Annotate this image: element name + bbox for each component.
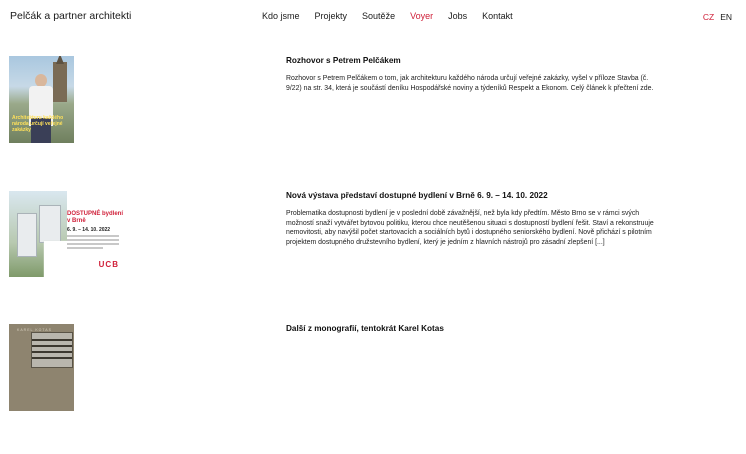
article-title[interactable]: Rozhovor s Petrem Pelčákem xyxy=(286,56,401,65)
building-graphic xyxy=(39,205,61,243)
site-header xyxy=(0,0,746,34)
ucb-logo: UCB xyxy=(98,260,119,269)
article-excerpt: Problematika dostupnosti bydlení je v poslední době závažnější, než byla kdy předtím. Město Brno se v rámci svých možností snaží vytvářet bytovou politiku, kterou chce neutěšenou situaci s dostupností bydlení řešit. Staví a rekonstruuje nemovitosti, aby navýšil počet startovacích a sociálních bytů i dostupného seniorského bydlení. Nově přichází s pilotním projektem dostupného družstevního bydlení, který je jedním z hlavních nástrojů pro zásadní zlepšení [...] xyxy=(286,210,654,246)
article-title[interactable]: Další z monografií, tentokrát Karel Kotas xyxy=(286,324,444,333)
article-thumbnail[interactable] xyxy=(9,191,127,277)
article-excerpt: Rozhovor s Petrem Pelčákem o tom, jak architekturu každého národa určují veřejné zakázky, vyšel v příloze Stavba (č. 9/22) na str. 34, která je součástí deníku Hospodářské noviny a týdeníků Respekt a Ekonom. Celý článek k přečtení zde. xyxy=(286,75,654,92)
article-thumbnail[interactable] xyxy=(9,324,74,411)
article-title[interactable]: Nová výstava představí dostupné bydlení v Brně 6. 9. – 14. 10. 2022 xyxy=(286,191,548,200)
housing-photo xyxy=(9,191,67,277)
lang-en[interactable]: EN xyxy=(720,12,732,22)
nav-voyer[interactable]: Voyer xyxy=(410,11,434,21)
book-cover-image xyxy=(31,332,73,368)
book-cover-title: KAREL KOTAS xyxy=(17,328,52,332)
nav-kdo-jsme[interactable]: Kdo jsme xyxy=(262,11,300,21)
building-graphic xyxy=(17,213,37,257)
nav-kontakt[interactable]: Kontakt xyxy=(482,11,513,21)
exhibition-dates: 6. 9. – 14. 10. 2022 xyxy=(67,227,111,233)
exhibition-text-lines xyxy=(67,235,119,251)
brand-logo-text[interactable]: Pelčák a partner architekti xyxy=(10,10,132,22)
main-nav xyxy=(262,11,528,21)
article-thumbnail[interactable] xyxy=(9,56,74,143)
lang-cz[interactable]: CZ xyxy=(702,12,715,22)
language-switcher xyxy=(703,12,732,22)
nav-jobs[interactable]: Jobs xyxy=(448,11,468,21)
nav-projekty[interactable]: Projekty xyxy=(314,11,348,21)
tower-graphic xyxy=(53,62,67,102)
thumbnail-caption: Architekturu každého národa určují veřejné zakázky xyxy=(12,115,64,133)
nav-souteze[interactable]: Soutěže xyxy=(362,11,396,21)
exhibition-title: DOSTUPNÉ bydlení v Brně xyxy=(67,211,124,224)
